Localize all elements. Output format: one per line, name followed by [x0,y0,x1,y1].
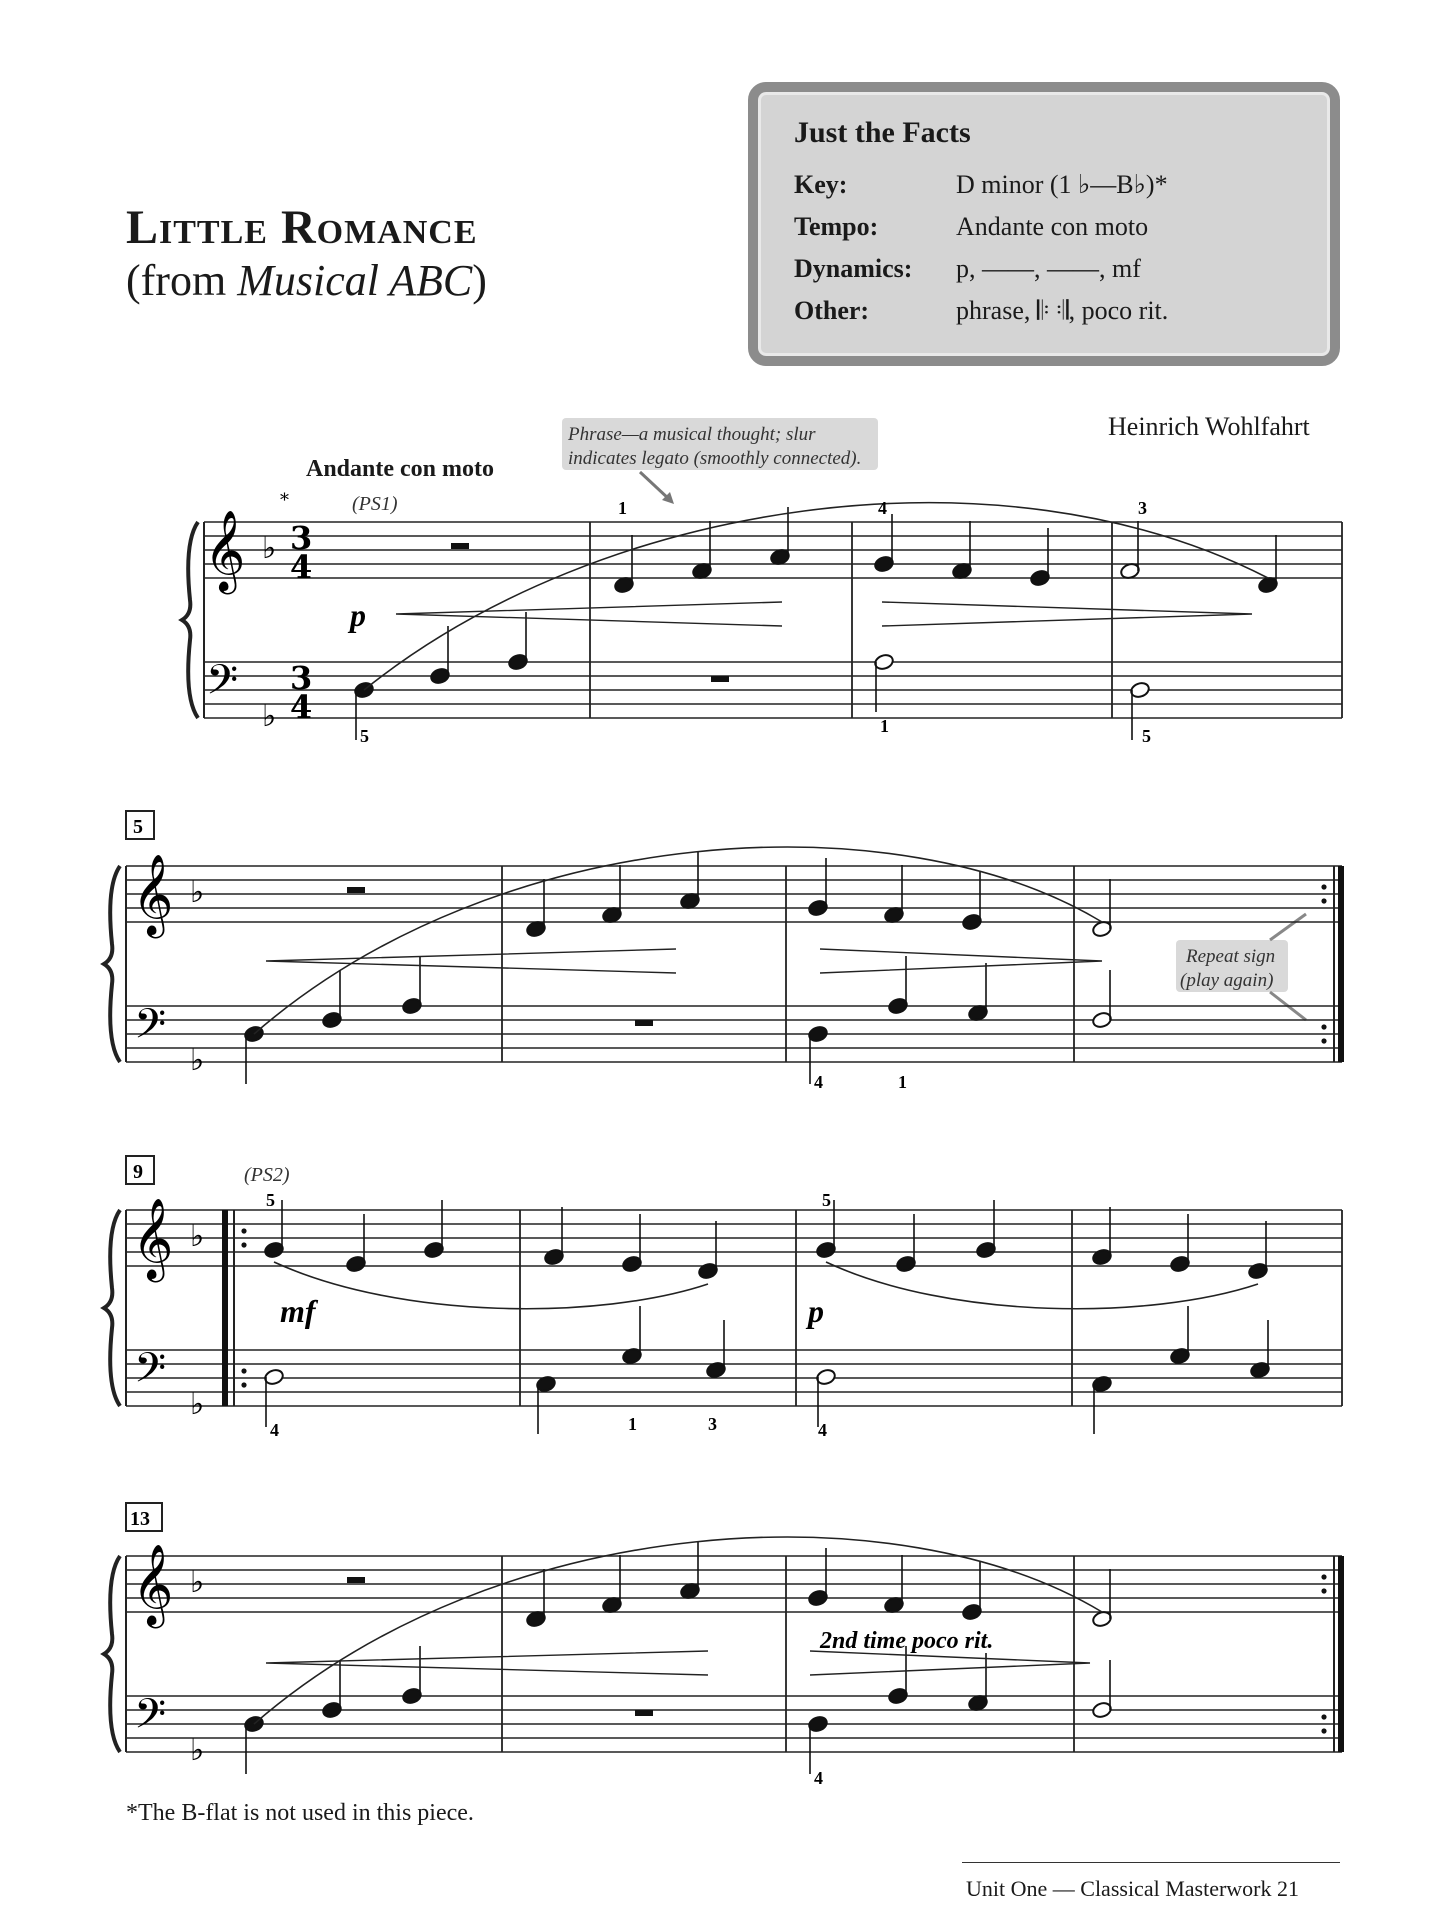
fingering: 1 [628,1414,637,1434]
flat-icon: ♭ [190,875,205,910]
hairpin [882,602,1252,626]
repeat-thick-bar [222,1210,228,1406]
tempo-marking: Andante con moto [306,456,495,482]
callout-text: indicates legato (smoothly connected). [568,448,862,469]
repeat-thick-bar [1338,1556,1344,1752]
repeat-dot [1321,898,1326,903]
flat-icon: ♭ [190,1733,205,1768]
slur [826,1262,1258,1309]
callout-text: Repeat sign [1186,946,1276,967]
facts-heading: Just the Facts [794,116,971,149]
flat-icon: ♭ [262,699,277,734]
facts-label: Other: [794,296,870,325]
hairpin [810,1651,1090,1675]
systems [104,503,1344,1774]
time-signature-bottom: 4 [290,688,313,726]
treble-clef-icon: 𝄞 [132,1543,174,1625]
time-signature-top: 3 [290,659,313,697]
brace [104,866,120,1062]
repeat-dot [241,1228,246,1233]
treble-clef-icon: 𝄞 [132,1197,174,1279]
page-title: Little Romance [126,201,478,254]
fingering: 5 [360,726,369,746]
rest [347,1577,365,1583]
flat-icon: ♭ [190,1219,205,1254]
facts-value: D minor (1 ♭—B♭)* [956,170,1168,199]
practice-strategy-ps2: (PS2) [244,1164,290,1186]
rest [635,1020,653,1026]
asterisk: * [280,490,289,511]
hairpin [820,949,1102,973]
repeat-dot [1321,1574,1326,1579]
measure-number-13 [126,1503,162,1531]
measure-number: 5 [133,816,143,838]
composer: Heinrich Wohlfahrt [1108,412,1310,441]
flat-icon: ♭ [190,1565,205,1600]
measure-number-9 [126,1156,154,1184]
brace [182,522,198,718]
rest [347,887,365,893]
facts-label: Tempo: [794,212,879,241]
fingering: 1 [898,1072,907,1092]
hairpin [266,1651,708,1675]
time-signature-bottom: 4 [290,548,313,586]
rest [451,543,469,549]
brace [104,1210,120,1406]
rest [635,1710,653,1716]
subtitle-prefix: (from [126,256,238,305]
bass-clef-icon: 𝄢 [206,656,239,714]
fingering: 1 [618,498,627,518]
flat-icon: ♭ [190,1387,205,1422]
time-signature-top: 3 [290,519,313,557]
bass-clef-icon: 𝄢 [134,1344,167,1402]
callout-text: Phrase—a musical thought; slur [568,424,816,445]
brace [104,1556,120,1752]
fingering: 4 [818,1420,827,1440]
dynamic-p: p [808,1293,824,1329]
fingering: 3 [1138,498,1147,518]
repeat-dot [1321,1728,1326,1733]
repeat-dot [1321,1024,1326,1029]
measure-number-5 [126,811,154,839]
repeat-thick-bar [1338,866,1344,1062]
slur [274,1262,708,1309]
subtitle-suffix: ) [472,256,487,305]
treble-clef-icon: 𝄞 [132,853,174,935]
rest [711,676,729,682]
dynamic-mf: mf [280,1293,316,1329]
facts-value: Andante con moto [956,212,1149,241]
fingering: 5 [822,1190,831,1210]
repeat-dot [1321,1714,1326,1719]
flat-icon: ♭ [190,1043,205,1078]
fingering: 1 [880,716,889,736]
fingering: 3 [708,1414,717,1434]
facts-value: phrase, 𝄆 𝄇, poco rit. [956,295,1169,325]
repeat-callout [1176,914,1306,1020]
flat-icon: ♭ [262,531,277,566]
footnote: *The B-flat is not used in this piece. [126,1800,474,1826]
repeat-dot [241,1242,246,1247]
hairpin [266,949,676,973]
measure-number: 9 [133,1161,143,1183]
subtitle-work: Musical ABC [237,256,473,305]
measure-number: 13 [130,1508,150,1530]
bass-clef-icon: 𝄢 [134,1690,167,1748]
treble-clef-icon: 𝄞 [204,509,246,591]
dynamic-p: p [350,597,366,633]
callout-arrow [640,472,670,500]
footer-rule [962,1862,1340,1863]
fingering: 5 [266,1190,275,1210]
fingering: 4 [270,1420,279,1440]
repeat-dot [241,1382,246,1387]
bass-clef-icon: 𝄢 [134,1000,167,1058]
repeat-dot [1321,1588,1326,1593]
page-footer: Unit One — Classical Masterwork 21 [966,1876,1299,1901]
fingering: 4 [814,1768,823,1788]
callout-arrow [1270,914,1306,940]
hairpin [396,602,782,626]
facts-label: Key: [794,170,848,199]
fingering: 5 [1142,726,1151,746]
poco-rit: 2nd time poco rit. [820,1628,994,1654]
phrase-callout [562,418,878,504]
practice-strategy-ps1: (PS1) [352,493,398,515]
facts-label: Dynamics: [794,254,913,283]
repeat-dot [1321,884,1326,889]
fingering: 4 [878,498,887,518]
callout-text: (play again) [1180,970,1274,991]
facts-value: p, ——, ——, mf [956,254,1141,283]
repeat-dot [241,1368,246,1373]
repeat-dot [1321,1038,1326,1043]
fingering: 4 [814,1072,823,1092]
